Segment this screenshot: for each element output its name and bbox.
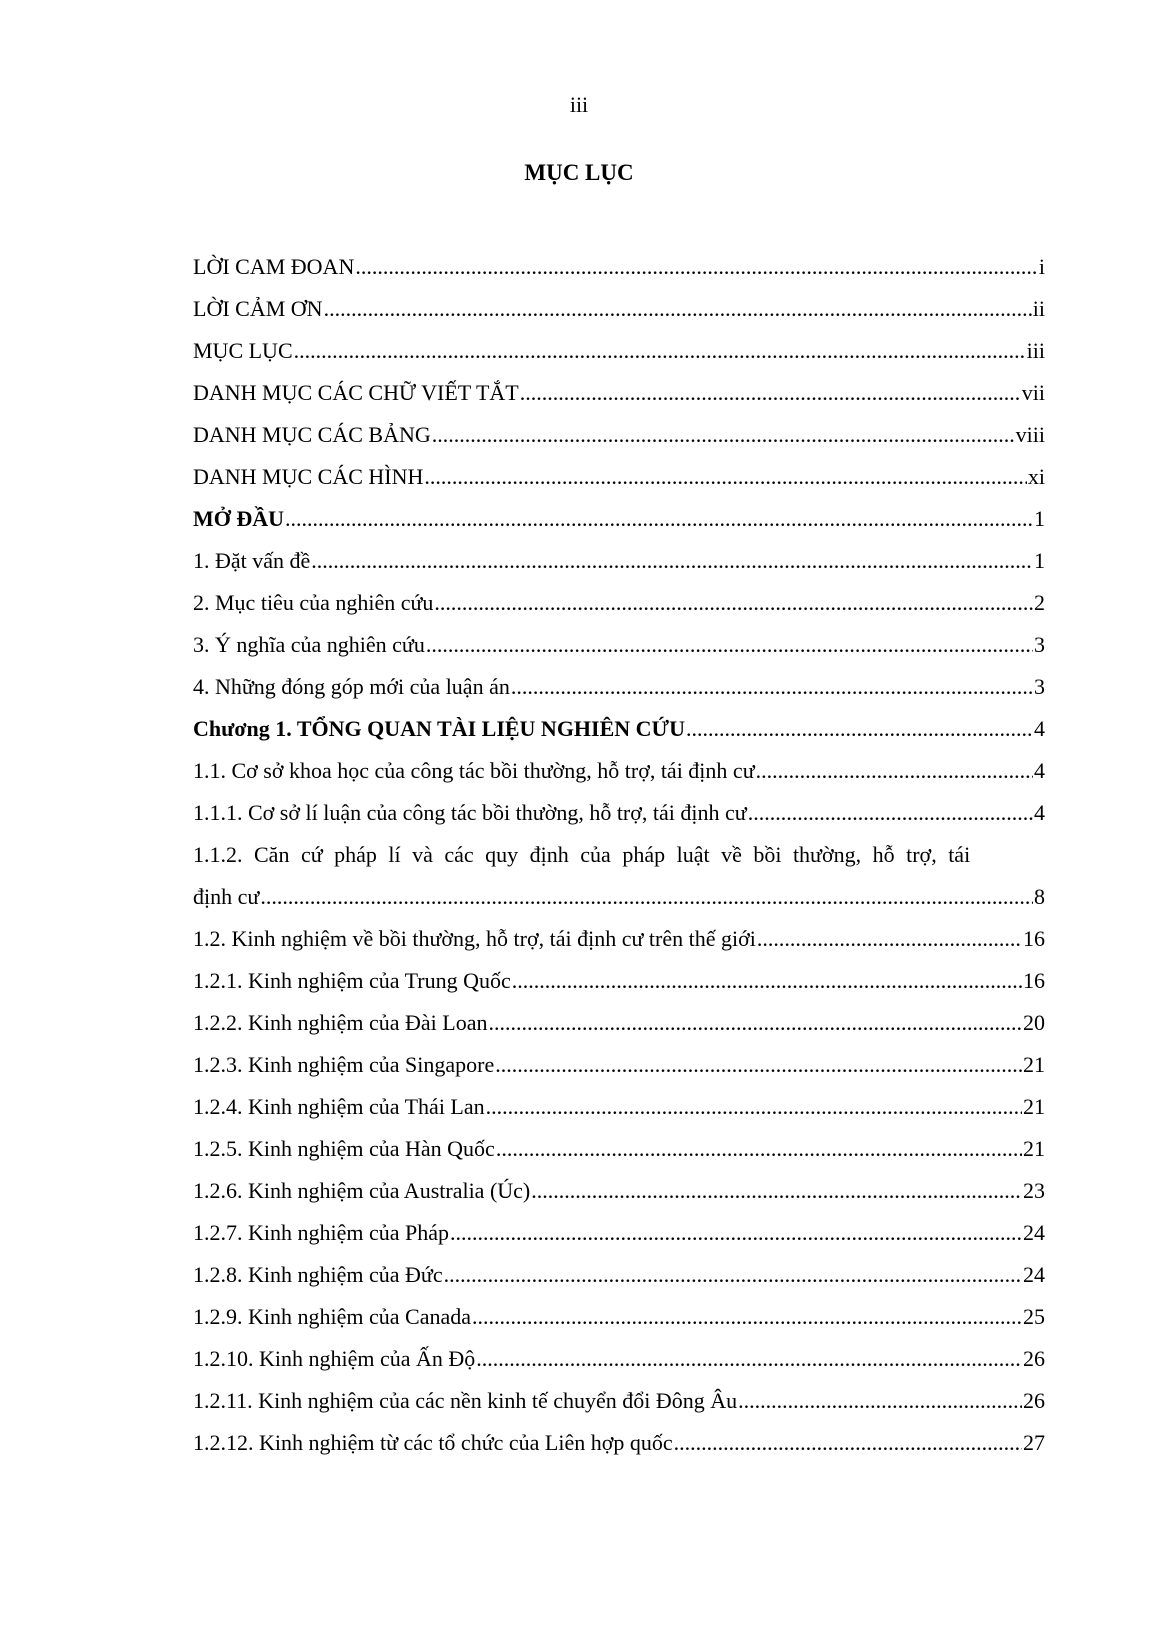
toc-entry-section-4[interactable]	[193, 666, 1045, 708]
toc-entry-label: MỤC LỤC	[193, 338, 293, 363]
dot-leader	[757, 918, 1022, 960]
toc-entry-section-1[interactable]	[193, 540, 1045, 582]
page-number: iii	[569, 92, 589, 117]
dot-leader	[294, 330, 1026, 372]
dot-leader	[674, 1422, 1022, 1464]
toc-entry-page: 16	[1023, 926, 1045, 951]
toc-entry-page: 4	[1034, 716, 1045, 741]
toc-entry-1-2-6[interactable]	[193, 1170, 1045, 1212]
toc-entry-label: 1.2.1. Kinh nghiệm của Trung Quốc	[193, 968, 511, 993]
dot-leader	[434, 582, 1033, 624]
toc-entry-page: 8	[1034, 884, 1045, 909]
toc-entry-label: 1. Đặt vấn đề	[193, 548, 311, 573]
dot-leader	[432, 414, 1015, 456]
toc-entry-label: 1.2.8. Kinh nghiệm của Đức	[193, 1262, 443, 1287]
toc-entry-page: 21	[1023, 1094, 1045, 1119]
dot-leader	[426, 624, 1033, 666]
toc-entry-page: i	[1038, 254, 1045, 279]
toc-entry-label: 1.2.5. Kinh nghiệm của Hàn Quốc	[193, 1136, 495, 1161]
toc-entry-page: 21	[1023, 1052, 1045, 1077]
toc-entry-1-2-7[interactable]	[193, 1212, 1045, 1254]
toc-entry-label: 1.2.12. Kinh nghiệm từ các tổ chức của Liên hợp quốc	[193, 1430, 673, 1455]
toc-entry-page: xi	[1027, 464, 1045, 489]
toc-entry-page: iii	[1026, 338, 1045, 363]
dot-leader	[495, 1044, 1022, 1086]
toc-entry-section-2[interactable]	[193, 582, 1045, 624]
toc-entry-page: 4	[1034, 800, 1045, 825]
toc-entry-page: viii	[1015, 422, 1045, 447]
toc-entry-1-2-4[interactable]	[193, 1086, 1045, 1128]
toc-entry-abbreviations[interactable]	[193, 372, 1045, 414]
toc-entry-1-2-9[interactable]	[193, 1296, 1045, 1338]
toc-entry-section-3[interactable]	[193, 624, 1045, 666]
toc-entry-page: vii	[1021, 380, 1045, 405]
toc-entry-mo-dau[interactable]	[193, 498, 1045, 540]
page-title: MỤC LỤC	[524, 160, 634, 185]
dot-leader	[355, 246, 1038, 288]
dot-leader	[520, 372, 1021, 414]
toc-entry-page: 24	[1023, 1220, 1045, 1245]
dot-leader	[756, 750, 1033, 792]
toc-entry-label: 1.2.6. Kinh nghiệm của Australia (Úc)	[193, 1178, 531, 1203]
dot-leader	[511, 666, 1033, 708]
toc-entry-page: 23	[1023, 1178, 1045, 1203]
toc-entry-label: DANH MỤC CÁC CHỮ VIẾT TẮT	[193, 380, 519, 405]
toc-entry-page: 26	[1023, 1346, 1045, 1371]
toc-entry-muc-luc[interactable]	[193, 330, 1045, 372]
toc-entry-1-2-12[interactable]	[193, 1422, 1045, 1464]
toc-entry-chapter-1[interactable]	[193, 708, 1045, 750]
toc-entry-label: 1.1.2. Căn cứ pháp lí và các quy định của pháp luật về bồi thường, hỗ trợ, tái	[193, 842, 971, 867]
chapter-prefix: Chương 1	[193, 716, 287, 741]
toc-entry-page: 21	[1023, 1136, 1045, 1161]
toc-entry-page: 20	[1023, 1010, 1045, 1035]
toc-entry-label: 4. Những đóng góp mới của luận án	[193, 674, 510, 699]
toc-entry-label: 1.1. Cơ sở khoa học của công tác bồi thường, hỗ trợ, tái định cư	[193, 758, 755, 783]
toc-entry-1-2-10[interactable]	[193, 1338, 1045, 1380]
toc-entry-1-2[interactable]	[193, 918, 1045, 960]
dot-leader	[472, 1296, 1022, 1338]
toc-entry-label: 1.2.3. Kinh nghiệm của Singapore	[193, 1052, 495, 1077]
toc-entry-label: 1.2.2. Kinh nghiệm của Đài Loan	[193, 1010, 488, 1035]
toc-entry-page: 1	[1034, 548, 1045, 573]
toc-entry-label: 1.2.4. Kinh nghiệm của Thái Lan	[193, 1094, 485, 1119]
toc-entry-page: 2	[1034, 590, 1045, 615]
toc-entry-loi-cam-on[interactable]	[193, 288, 1045, 330]
dot-leader	[260, 876, 1033, 918]
toc-entry-1-2-11[interactable]	[193, 1380, 1045, 1422]
dot-leader	[444, 1254, 1022, 1296]
toc-entry-label: 1.2.7. Kinh nghiệm của Pháp	[193, 1220, 450, 1245]
toc-entry-label: DANH MỤC CÁC BẢNG	[193, 422, 431, 447]
dot-leader	[486, 1086, 1022, 1128]
table-of-contents	[193, 246, 1045, 1464]
toc-entry-page: 3	[1034, 632, 1045, 657]
toc-entry-page: 16	[1023, 968, 1045, 993]
toc-entry-loi-cam-doan[interactable]	[193, 246, 1045, 288]
toc-entry-label: 1.1.1. Cơ sở lí luận của công tác bồi thường, hỗ trợ, tái định cư	[193, 800, 747, 825]
toc-entry-label: LỜI CẢM ƠN	[193, 296, 323, 321]
toc-entry-1-1-2-line1[interactable]	[193, 834, 1045, 876]
toc-entry-1-2-8[interactable]	[193, 1254, 1045, 1296]
dot-leader	[424, 456, 1026, 498]
toc-entry-tables[interactable]	[193, 414, 1045, 456]
toc-entry-label: 2. Mục tiêu của nghiên cứu	[193, 590, 434, 615]
toc-entry-1-2-1[interactable]	[193, 960, 1045, 1002]
toc-entry-page: 27	[1023, 1430, 1045, 1455]
dot-leader	[531, 1170, 1022, 1212]
toc-entry-page: 4	[1034, 758, 1045, 783]
toc-entry-label: DANH MỤC CÁC HÌNH	[193, 464, 424, 489]
toc-entry-1-2-2[interactable]	[193, 1002, 1045, 1044]
dot-leader	[311, 540, 1033, 582]
chapter-title: . TỔNG QUAN TÀI LIỆU NGHIÊN CỨU	[286, 716, 685, 741]
toc-entry-page: 25	[1023, 1304, 1045, 1329]
toc-entry-label: 1.2.9. Kinh nghiệm của Canada	[193, 1304, 471, 1329]
dot-leader	[686, 708, 1033, 750]
toc-entry-1-2-3[interactable]	[193, 1044, 1045, 1086]
toc-entry-label: LỜI CAM ĐOAN	[193, 254, 355, 279]
toc-entry-page: ii	[1032, 296, 1045, 321]
toc-entry-label: 1.2.10. Kinh nghiệm của Ấn Độ	[193, 1346, 476, 1371]
toc-entry-label: định cư	[193, 884, 260, 909]
dot-leader	[285, 498, 1033, 540]
toc-entry-figures[interactable]	[193, 456, 1045, 498]
dot-leader	[496, 1128, 1022, 1170]
toc-entry-1-1-1[interactable]	[193, 792, 1045, 834]
toc-entry-page: 26	[1023, 1388, 1045, 1413]
dot-leader	[748, 792, 1033, 834]
dot-leader	[489, 1002, 1023, 1044]
toc-entry-1-1[interactable]	[193, 750, 1045, 792]
dot-leader	[476, 1338, 1022, 1380]
toc-entry-label: 1.2. Kinh nghiệm về bồi thường, hỗ trợ, tái định cư trên thế giới	[193, 926, 756, 951]
dot-leader	[450, 1212, 1022, 1254]
toc-entry-label: 3. Ý nghĩa của nghiên cứu	[193, 632, 425, 657]
toc-entry-page: 1	[1034, 506, 1045, 531]
toc-entry-label	[193, 708, 685, 750]
toc-entry-1-2-5[interactable]	[193, 1128, 1045, 1170]
dot-leader	[324, 288, 1032, 330]
toc-entry-label: MỞ ĐẦU	[193, 506, 285, 531]
toc-entry-page: 3	[1034, 674, 1045, 699]
dot-leader	[738, 1380, 1022, 1422]
toc-entry-label: 1.2.11. Kinh nghiệm của các nền kinh tế chuyển đổi Đông Âu	[193, 1388, 738, 1413]
toc-entry-1-1-2-line2[interactable]	[193, 876, 1045, 918]
toc-entry-page: 24	[1023, 1262, 1045, 1287]
dot-leader	[512, 960, 1022, 1002]
